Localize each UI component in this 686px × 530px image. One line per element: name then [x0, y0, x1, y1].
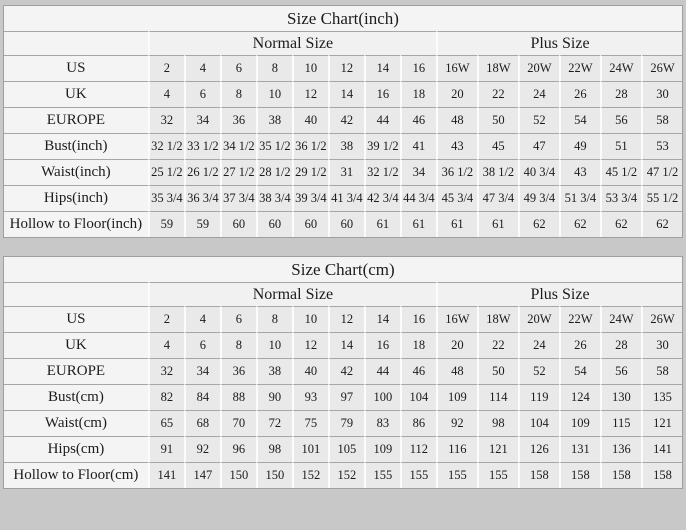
table-row: [4, 384, 682, 410]
size-value-cell: 55 1/2: [641, 185, 682, 211]
row-label: Hips(inch): [4, 185, 148, 211]
size-value-cell: 58: [641, 358, 682, 384]
row-label: Waist(inch): [4, 159, 148, 185]
size-value-cell: 98: [477, 410, 518, 436]
table-title: Size Chart(cm): [4, 257, 682, 282]
row-label: Hollow to Floor(inch): [4, 211, 148, 237]
size-value-cell: 20: [436, 332, 477, 358]
size-value-cell: 44: [364, 358, 400, 384]
size-value-cell: 98: [256, 436, 292, 462]
size-value-cell: 8: [220, 81, 256, 107]
plus-size-header: Plus Size: [436, 31, 682, 55]
size-value-cell: 45 3/4: [436, 185, 477, 211]
size-value-cell: 35 3/4: [148, 185, 184, 211]
size-chart-cm-body: [4, 306, 682, 488]
size-value-cell: 51: [600, 133, 641, 159]
size-value-cell: 14: [364, 55, 400, 81]
table-row: [4, 185, 682, 211]
size-value-cell: 105: [328, 436, 364, 462]
size-value-cell: 40: [292, 358, 328, 384]
row-label: Bust(cm): [4, 384, 148, 410]
size-value-cell: 20W: [518, 306, 559, 332]
size-value-cell: 62: [559, 211, 600, 237]
size-value-cell: 16W: [436, 55, 477, 81]
size-value-cell: 36 3/4: [184, 185, 220, 211]
size-value-cell: 150: [256, 462, 292, 488]
size-value-cell: 53 3/4: [600, 185, 641, 211]
size-value-cell: 141: [641, 436, 682, 462]
size-value-cell: 20: [436, 81, 477, 107]
size-value-cell: 26: [559, 81, 600, 107]
size-value-cell: 100: [364, 384, 400, 410]
size-value-cell: 121: [641, 410, 682, 436]
size-value-cell: 88: [220, 384, 256, 410]
size-value-cell: 68: [184, 410, 220, 436]
size-value-cell: 6: [220, 306, 256, 332]
size-value-cell: 131: [559, 436, 600, 462]
size-value-cell: 114: [477, 384, 518, 410]
size-value-cell: 22W: [559, 55, 600, 81]
size-value-cell: 18W: [477, 55, 518, 81]
size-value-cell: 93: [292, 384, 328, 410]
size-value-cell: 6: [184, 81, 220, 107]
size-value-cell: 4: [148, 332, 184, 358]
size-value-cell: 158: [641, 462, 682, 488]
size-value-cell: 141: [148, 462, 184, 488]
size-value-cell: 49: [559, 133, 600, 159]
size-value-cell: 12: [328, 306, 364, 332]
size-value-cell: 32 1/2: [364, 159, 400, 185]
size-value-cell: 44 3/4: [400, 185, 436, 211]
size-value-cell: 119: [518, 384, 559, 410]
size-value-cell: 22W: [559, 306, 600, 332]
size-value-cell: 37 3/4: [220, 185, 256, 211]
size-value-cell: 22: [477, 81, 518, 107]
size-value-cell: 116: [436, 436, 477, 462]
size-value-cell: 124: [559, 384, 600, 410]
size-value-cell: 101: [292, 436, 328, 462]
size-value-cell: 35 1/2: [256, 133, 292, 159]
size-value-cell: 16: [364, 332, 400, 358]
size-value-cell: 155: [477, 462, 518, 488]
size-value-cell: 44: [364, 107, 400, 133]
size-value-cell: 18: [400, 81, 436, 107]
size-value-cell: 38: [256, 358, 292, 384]
size-value-cell: 8: [256, 55, 292, 81]
size-value-cell: 152: [292, 462, 328, 488]
size-value-cell: 92: [436, 410, 477, 436]
size-value-cell: 28: [600, 81, 641, 107]
table-title-row: [4, 6, 682, 31]
size-value-cell: 60: [292, 211, 328, 237]
size-value-cell: 130: [600, 384, 641, 410]
size-value-cell: 152: [328, 462, 364, 488]
size-value-cell: 155: [436, 462, 477, 488]
size-chart-inch-body: [4, 55, 682, 237]
size-value-cell: 2: [148, 55, 184, 81]
size-value-cell: 158: [518, 462, 559, 488]
size-value-cell: 59: [184, 211, 220, 237]
size-value-cell: 4: [184, 306, 220, 332]
size-value-cell: 121: [477, 436, 518, 462]
row-label: UK: [4, 332, 148, 358]
table-title-row: [4, 257, 682, 282]
size-value-cell: 82: [148, 384, 184, 410]
size-value-cell: 41: [400, 133, 436, 159]
size-value-cell: 62: [641, 211, 682, 237]
table-row: [4, 55, 682, 81]
size-chart-cm-table: [3, 256, 683, 489]
size-value-cell: 34: [400, 159, 436, 185]
size-value-cell: 4: [184, 55, 220, 81]
size-value-cell: 126: [518, 436, 559, 462]
size-value-cell: 38: [256, 107, 292, 133]
size-value-cell: 109: [559, 410, 600, 436]
size-value-cell: 24W: [600, 55, 641, 81]
size-value-cell: 39 1/2: [364, 133, 400, 159]
row-label: Bust(inch): [4, 133, 148, 159]
size-value-cell: 96: [220, 436, 256, 462]
row-label: US: [4, 55, 148, 81]
size-value-cell: 104: [518, 410, 559, 436]
size-value-cell: 70: [220, 410, 256, 436]
size-value-cell: 36 1/2: [292, 133, 328, 159]
size-value-cell: 48: [436, 107, 477, 133]
size-value-cell: 42: [328, 107, 364, 133]
row-label: EUROPE: [4, 107, 148, 133]
normal-size-header: Normal Size: [148, 282, 436, 306]
size-value-cell: 46: [400, 107, 436, 133]
size-value-cell: 115: [600, 410, 641, 436]
size-chart-inch-table: [3, 5, 683, 238]
size-value-cell: 38 3/4: [256, 185, 292, 211]
size-value-cell: 10: [292, 306, 328, 332]
size-value-cell: 136: [600, 436, 641, 462]
size-value-cell: 86: [400, 410, 436, 436]
size-value-cell: 40 3/4: [518, 159, 559, 185]
table-row: [4, 107, 682, 133]
size-value-cell: 30: [641, 332, 682, 358]
size-value-cell: 109: [436, 384, 477, 410]
size-value-cell: 16: [364, 81, 400, 107]
size-value-cell: 42: [328, 358, 364, 384]
size-value-cell: 97: [328, 384, 364, 410]
size-value-cell: 48: [436, 358, 477, 384]
size-value-cell: 24: [518, 81, 559, 107]
size-value-cell: 27 1/2: [220, 159, 256, 185]
size-value-cell: 158: [600, 462, 641, 488]
size-value-cell: 10: [292, 55, 328, 81]
size-value-cell: 104: [400, 384, 436, 410]
size-value-cell: 47 1/2: [641, 159, 682, 185]
row-label: EUROPE: [4, 358, 148, 384]
table-row: [4, 81, 682, 107]
size-value-cell: 18W: [477, 306, 518, 332]
size-value-cell: 150: [220, 462, 256, 488]
size-value-cell: 12: [292, 81, 328, 107]
size-value-cell: 24W: [600, 306, 641, 332]
table-group-header-row: [4, 282, 682, 306]
size-value-cell: 38: [328, 133, 364, 159]
size-value-cell: 135: [641, 384, 682, 410]
size-value-cell: 72: [256, 410, 292, 436]
size-value-cell: 92: [184, 436, 220, 462]
size-value-cell: 59: [148, 211, 184, 237]
size-value-cell: 32: [148, 107, 184, 133]
size-value-cell: 20W: [518, 55, 559, 81]
size-value-cell: 10: [256, 81, 292, 107]
size-value-cell: 34: [184, 358, 220, 384]
table-row: [4, 358, 682, 384]
size-value-cell: 45: [477, 133, 518, 159]
row-label: Hips(cm): [4, 436, 148, 462]
size-value-cell: 14: [364, 306, 400, 332]
size-value-cell: 26W: [641, 55, 682, 81]
size-value-cell: 25 1/2: [148, 159, 184, 185]
size-value-cell: 16: [400, 55, 436, 81]
size-value-cell: 33 1/2: [184, 133, 220, 159]
size-value-cell: 30: [641, 81, 682, 107]
size-value-cell: 83: [364, 410, 400, 436]
size-value-cell: 155: [400, 462, 436, 488]
size-value-cell: 62: [518, 211, 559, 237]
size-value-cell: 84: [184, 384, 220, 410]
size-value-cell: 34: [184, 107, 220, 133]
size-value-cell: 22: [477, 332, 518, 358]
size-value-cell: 42 3/4: [364, 185, 400, 211]
size-value-cell: 52: [518, 358, 559, 384]
size-value-cell: 65: [148, 410, 184, 436]
table-title: Size Chart(inch): [4, 6, 682, 31]
size-value-cell: 51 3/4: [559, 185, 600, 211]
size-value-cell: 46: [400, 358, 436, 384]
size-value-cell: 10: [256, 332, 292, 358]
row-label: Hollow to Floor(cm): [4, 462, 148, 488]
size-value-cell: 18: [400, 332, 436, 358]
size-value-cell: 31: [328, 159, 364, 185]
size-value-cell: 45 1/2: [600, 159, 641, 185]
size-value-cell: 155: [364, 462, 400, 488]
corner-cell: [4, 31, 148, 55]
size-value-cell: 79: [328, 410, 364, 436]
size-value-cell: 147: [184, 462, 220, 488]
size-value-cell: 36: [220, 107, 256, 133]
size-value-cell: 47 3/4: [477, 185, 518, 211]
size-value-cell: 39 3/4: [292, 185, 328, 211]
size-value-cell: 49 3/4: [518, 185, 559, 211]
size-value-cell: 54: [559, 358, 600, 384]
size-value-cell: 158: [559, 462, 600, 488]
size-value-cell: 4: [148, 81, 184, 107]
size-value-cell: 91: [148, 436, 184, 462]
size-value-cell: 26: [559, 332, 600, 358]
size-value-cell: 29 1/2: [292, 159, 328, 185]
size-value-cell: 47: [518, 133, 559, 159]
size-value-cell: 112: [400, 436, 436, 462]
plus-size-header: Plus Size: [436, 282, 682, 306]
size-value-cell: 60: [220, 211, 256, 237]
size-value-cell: 61: [436, 211, 477, 237]
size-value-cell: 6: [184, 332, 220, 358]
size-value-cell: 28 1/2: [256, 159, 292, 185]
size-value-cell: 56: [600, 107, 641, 133]
size-value-cell: 61: [364, 211, 400, 237]
size-value-cell: 53: [641, 133, 682, 159]
size-value-cell: 32: [148, 358, 184, 384]
size-value-cell: 8: [256, 306, 292, 332]
size-value-cell: 26W: [641, 306, 682, 332]
size-value-cell: 34 1/2: [220, 133, 256, 159]
size-value-cell: 28: [600, 332, 641, 358]
size-value-cell: 75: [292, 410, 328, 436]
size-value-cell: 6: [220, 55, 256, 81]
size-value-cell: 109: [364, 436, 400, 462]
table-row: [4, 133, 682, 159]
size-value-cell: 43: [559, 159, 600, 185]
size-value-cell: 90: [256, 384, 292, 410]
size-value-cell: 8: [220, 332, 256, 358]
size-value-cell: 54: [559, 107, 600, 133]
table-row: [4, 306, 682, 332]
row-label: US: [4, 306, 148, 332]
size-value-cell: 24: [518, 332, 559, 358]
size-value-cell: 50: [477, 107, 518, 133]
size-value-cell: 43: [436, 133, 477, 159]
size-value-cell: 50: [477, 358, 518, 384]
size-value-cell: 32 1/2: [148, 133, 184, 159]
size-value-cell: 56: [600, 358, 641, 384]
size-value-cell: 36 1/2: [436, 159, 477, 185]
size-value-cell: 38 1/2: [477, 159, 518, 185]
size-value-cell: 16: [400, 306, 436, 332]
size-value-cell: 14: [328, 81, 364, 107]
size-value-cell: 61: [400, 211, 436, 237]
size-value-cell: 61: [477, 211, 518, 237]
row-label: UK: [4, 81, 148, 107]
size-value-cell: 36: [220, 358, 256, 384]
table-row: [4, 462, 682, 488]
normal-size-header: Normal Size: [148, 31, 436, 55]
table-row: [4, 436, 682, 462]
size-value-cell: 60: [256, 211, 292, 237]
table-row: [4, 159, 682, 185]
size-value-cell: 58: [641, 107, 682, 133]
table-row: [4, 211, 682, 237]
size-value-cell: 60: [328, 211, 364, 237]
table-row: [4, 410, 682, 436]
corner-cell: [4, 282, 148, 306]
size-value-cell: 12: [328, 55, 364, 81]
size-value-cell: 12: [292, 332, 328, 358]
row-label: Waist(cm): [4, 410, 148, 436]
size-value-cell: 26 1/2: [184, 159, 220, 185]
size-value-cell: 41 3/4: [328, 185, 364, 211]
size-value-cell: 14: [328, 332, 364, 358]
size-value-cell: 16W: [436, 306, 477, 332]
table-group-header-row: [4, 31, 682, 55]
size-value-cell: 52: [518, 107, 559, 133]
size-value-cell: 40: [292, 107, 328, 133]
size-value-cell: 2: [148, 306, 184, 332]
table-row: [4, 332, 682, 358]
size-value-cell: 62: [600, 211, 641, 237]
